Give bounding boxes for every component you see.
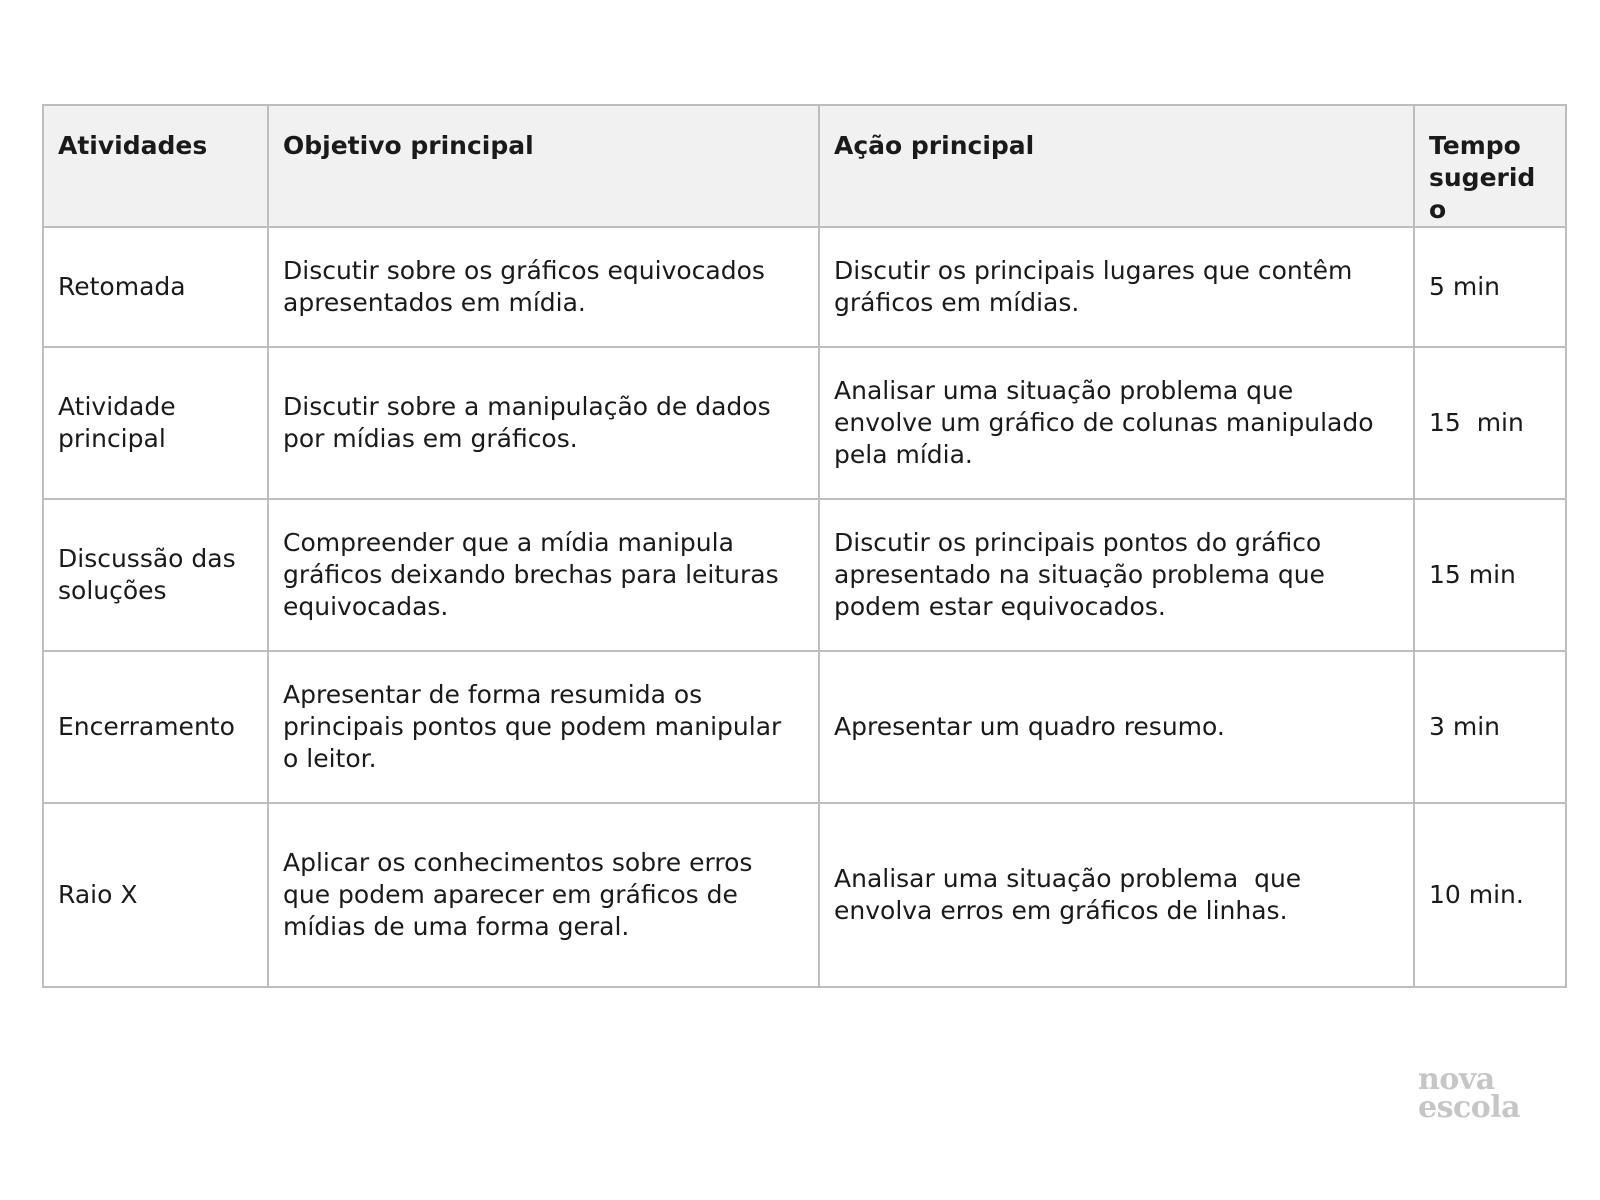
cell-acao: Analisar uma situação problema que envolva erros em gráficos de linhas. <box>819 803 1414 987</box>
cell-atividade: Encerramento <box>43 651 268 803</box>
table-row <box>43 651 1566 803</box>
cell-atividade: Discussão das soluções <box>43 499 268 651</box>
cell-atividade: Retomada <box>43 227 268 347</box>
cell-tempo: 15 min <box>1414 499 1566 651</box>
table-row <box>43 347 1566 499</box>
cell-tempo: 10 min. <box>1414 803 1566 987</box>
header-acao: Ação principal <box>819 105 1414 227</box>
cell-acao: Apresentar um quadro resumo. <box>819 651 1414 803</box>
cell-atividade: Raio X <box>43 803 268 987</box>
cell-objetivo: Apresentar de forma resumida os principais pontos que podem manipular o leitor. <box>268 651 819 803</box>
cell-tempo: 5 min <box>1414 227 1566 347</box>
cell-tempo: 3 min <box>1414 651 1566 803</box>
table-row <box>43 803 1566 987</box>
nova-escola-logo <box>1418 1062 1521 1125</box>
cell-acao: Analisar uma situação problema que envolve um gráfico de colunas manipulado pela mídia. <box>819 347 1414 499</box>
cell-objetivo: Aplicar os conhecimentos sobre erros que podem aparecer em gráficos de mídias de uma forma geral. <box>268 803 819 987</box>
cell-objetivo: Discutir sobre os gráficos equivocados apresentados em mídia. <box>268 227 819 347</box>
table-row <box>43 227 1566 347</box>
cell-acao: Discutir os principais lugares que contêm gráficos em mídias. <box>819 227 1414 347</box>
logo-line-1: nova <box>1418 1062 1495 1097</box>
cell-acao: Discutir os principais pontos do gráfico apresentado na situação problema que podem estar equivocados. <box>819 499 1414 651</box>
lesson-plan-table <box>42 104 1567 988</box>
cell-tempo: 15 min <box>1414 347 1566 499</box>
table-row <box>43 499 1566 651</box>
header-objetivo: Objetivo principal <box>268 105 819 227</box>
cell-objetivo: Discutir sobre a manipulação de dados por mídias em gráficos. <box>268 347 819 499</box>
cell-atividade: Atividade principal <box>43 347 268 499</box>
header-atividades: Atividades <box>43 105 268 227</box>
header-tempo: Tempo sugerido <box>1414 105 1566 227</box>
cell-objetivo: Compreender que a mídia manipula gráficos deixando brechas para leituras equivocadas. <box>268 499 819 651</box>
table-header-row <box>43 105 1566 227</box>
logo-line-2: escola <box>1418 1090 1521 1125</box>
